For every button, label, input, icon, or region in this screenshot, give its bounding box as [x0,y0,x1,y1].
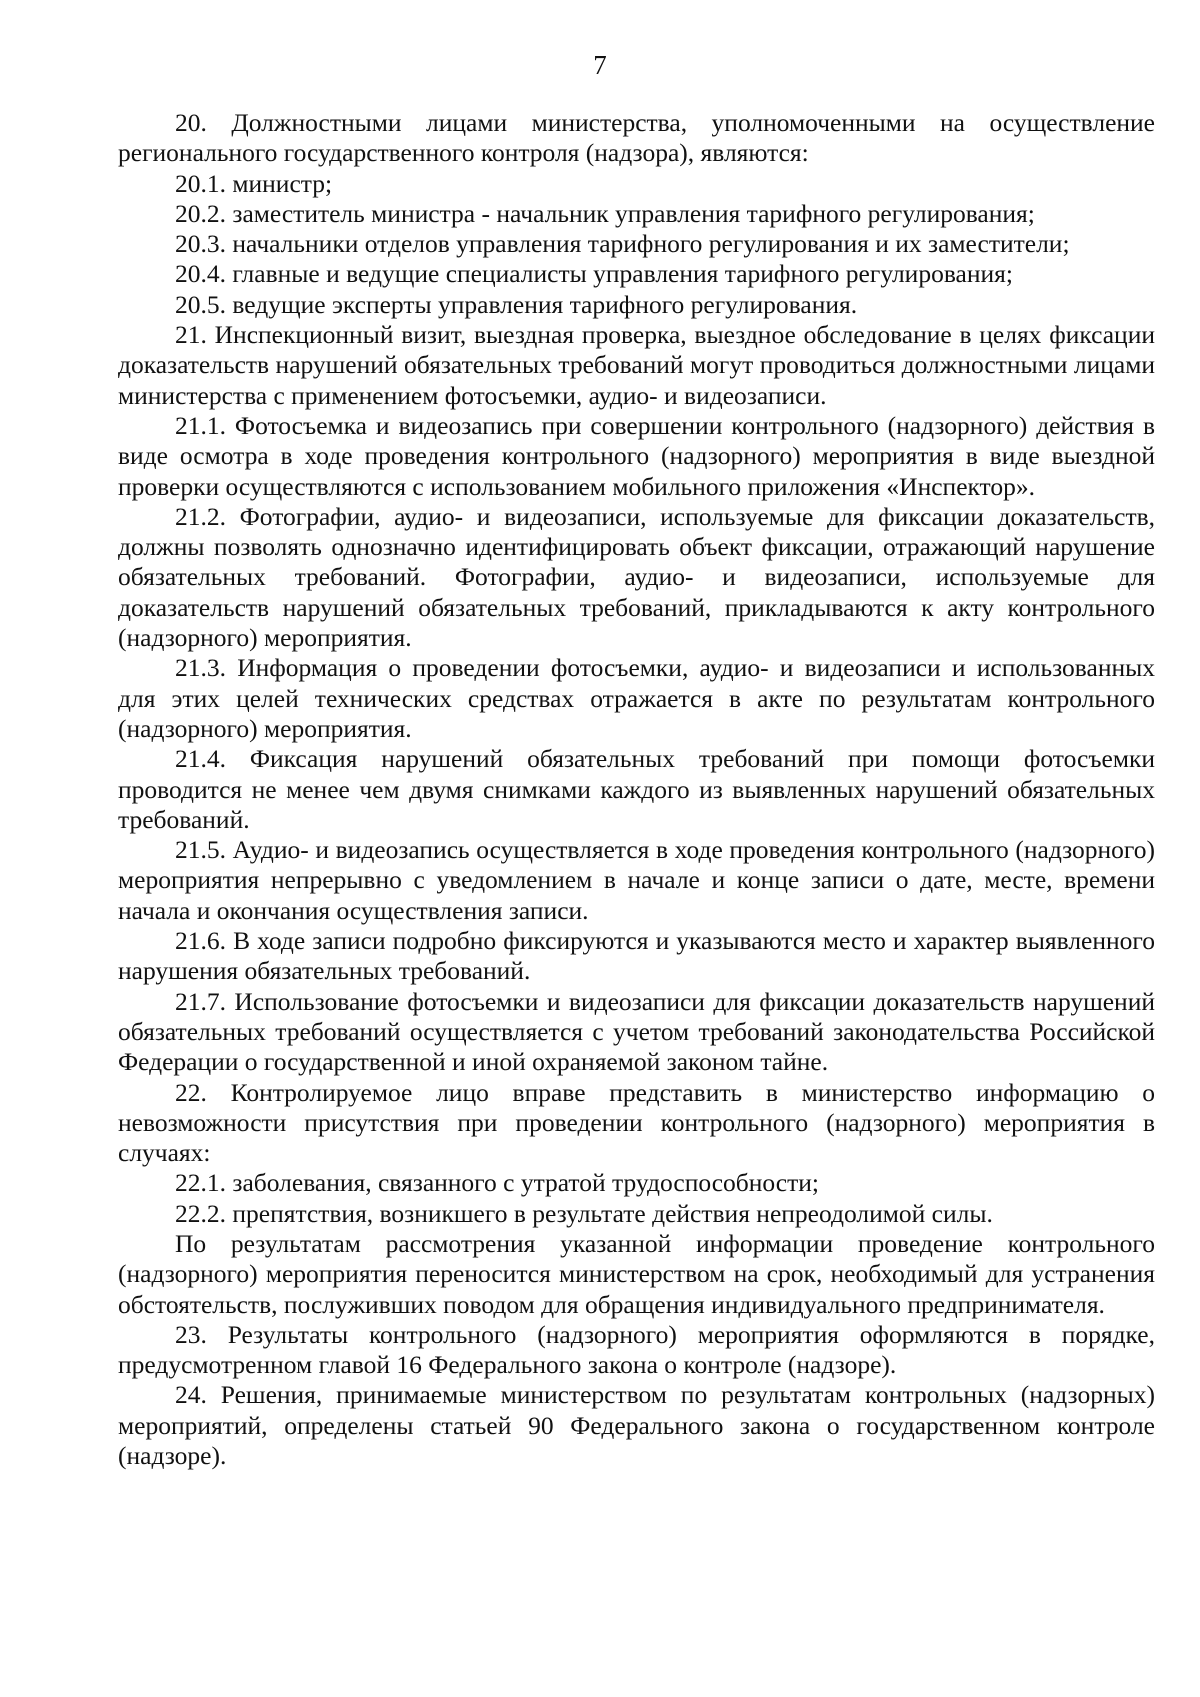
paragraph-21-2: 21.2. Фотографии, аудио- и видеозаписи, используемые для фиксации доказательств, должны позволять однозначно идентифицировать объект фиксации, отражающий нарушение обязательных требований. Фотографии, аудио- и видеозаписи, используемые для доказательств нарушений обязательных требований, прикладываются к акту контрольного (надзорного) мероприятия. [118,501,1155,653]
paragraph-21-5: 21.5. Аудио- и видеозапись осуществляется в ходе проведения контрольного (надзорного) мероприятия непрерывно с уведомлением в начале и конце записи о дате, месте, времени начала и окончания осуществления записи. [118,835,1155,925]
paragraph-21-4: 21.4. Фиксация нарушений обязательных требований при помощи фотосъемки проводится не менее чем двумя снимками каждого из выявленных нарушений обязательных требований. [118,744,1155,834]
paragraph-23: 23. Результаты контрольного (надзорного) мероприятия оформляются в порядке, предусмотренном главой 16 Федерального закона о контроле (надзоре). [118,1319,1155,1380]
paragraph-20: 20. Должностными лицами министерства, уполномоченными на осуществление регионального государственного контроля (надзора), являются: [118,108,1155,168]
paragraph-20-1: 20.1. министр; [175,168,333,198]
paragraph-20-5: 20.5. ведущие эксперты управления тарифного регулирования. [175,289,858,319]
paragraph-22-1: 22.1. заболевания, связанного с утратой трудоспособности; [175,1168,819,1198]
page-number: 7 [593,50,607,80]
paragraph-24: 24. Решения, принимаемые министерством по результатам контрольных (надзорных) мероприятий, определены статьей 90 Федерального закона о государственном контроле (надзоре). [118,1380,1155,1471]
paragraph-21-3: 21.3. Информация о проведении фотосъемки, аудио- и видеозаписи и использованных для этих целей технических средствах отражается в акте по результатам контрольного (надзорного) мероприятия. [118,653,1155,743]
paragraph-21-1: 21.1. Фотосъемка и видеозапись при совершении контрольного (надзорного) действия в виде осмотра в ходе проведения контрольного (надзорного) мероприятия в виде выездной проверки осуществляются с использованием мобильного приложения «Инспектор». [118,410,1155,501]
paragraph-20-3: 20.3. начальники отделов управления тарифного регулирования и их заместители; [175,229,1070,259]
paragraph-22-2: 22.2. препятствия, возникшего в результате действия непреодолимой силы. [175,1198,993,1228]
paragraph-21-7: 21.7. Использование фотосъемки и видеозаписи для фиксации доказательств нарушений обязательных требований осуществляется с учетом требований законодательства Российской Федерации о государственной и иной охраняемой законом тайне. [118,986,1155,1077]
document-body [118,108,1155,1471]
paragraph-22-result: По результатам рассмотрения указанной информации проведение контрольного (надзорного) мероприятия переносится министерством на срок, необходимый для устранения обстоятельств, послуживших поводом для обращения индивидуального предпринимателя. [118,1228,1155,1319]
paragraph-21: 21. Инспекционный визит, выездная проверка, выездное обследование в целях фиксации доказательств нарушений обязательных требований могут проводиться должностными лицами министерства с применением фотосъемки, аудио- и видеозаписи. [118,320,1155,410]
paragraph-21-6: 21.6. В ходе записи подробно фиксируются и указываются место и характер выявленного нарушения обязательных требований. [118,926,1155,986]
paragraph-20-4: 20.4. главные и ведущие специалисты управления тарифного регулирования; [175,259,1013,289]
paragraph-22: 22. Контролируемое лицо вправе представить в министерство информацию о невозможности присутствия при проведении контрольного (надзорного) мероприятия в случаях: [118,1077,1155,1168]
paragraph-20-2: 20.2. заместитель министра - начальник управления тарифного регулирования; [175,198,1035,228]
